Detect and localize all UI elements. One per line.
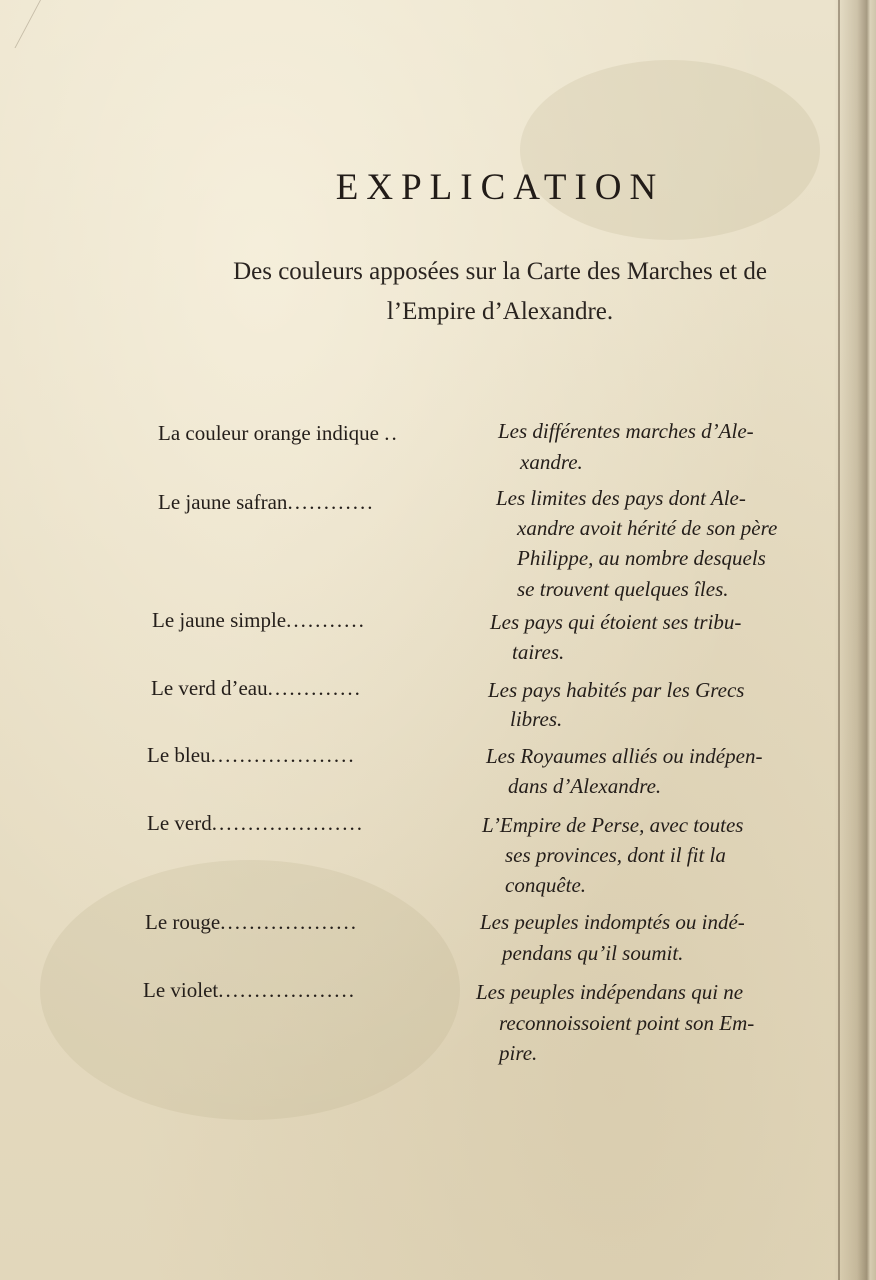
dot-leader: ............. bbox=[267, 676, 362, 700]
dot-leader: ................... bbox=[218, 978, 356, 1002]
term-label: Le verd d’eau bbox=[151, 676, 268, 700]
definition-line: Les pays habités par les Grecs bbox=[488, 678, 745, 702]
legend-term bbox=[158, 421, 399, 446]
definition-line: dans d’Alexandre. bbox=[508, 774, 662, 798]
term-label: Le bleu bbox=[147, 743, 211, 767]
term-label: Le jaune simple bbox=[152, 608, 287, 632]
term-label: Le violet bbox=[143, 978, 219, 1002]
legend-term bbox=[145, 910, 358, 935]
dot-leader: .. bbox=[384, 421, 399, 445]
page-title: EXPLICATION bbox=[335, 167, 665, 208]
legend-term bbox=[152, 608, 366, 633]
definition-line: ses provinces, dont il fit la bbox=[505, 843, 726, 867]
definition-line: xandre. bbox=[520, 450, 583, 474]
definition-line: Les différentes marches d’Ale- bbox=[498, 419, 754, 443]
definition-line: Les peuples indomptés ou indé- bbox=[480, 910, 745, 934]
dot-leader: ........... bbox=[286, 608, 366, 632]
subtitle-line-2: l’Empire d’Alexandre. bbox=[386, 298, 614, 325]
definition-line: reconnoissoient point son Em- bbox=[499, 1011, 755, 1035]
definition-line: xandre avoit hérité de son père bbox=[517, 516, 778, 540]
term-label: La couleur orange indique bbox=[158, 421, 379, 445]
definition-line: se trouvent quelques îles. bbox=[517, 577, 729, 601]
term-label: Le rouge bbox=[145, 910, 221, 934]
legend-term bbox=[147, 811, 364, 836]
definition-line: L’Empire de Perse, avec toutes bbox=[482, 813, 744, 837]
dot-leader: ................... bbox=[220, 910, 358, 934]
definition-line: pendans qu’il soumit. bbox=[502, 941, 684, 965]
dot-leader: .................... bbox=[210, 743, 356, 767]
definition-line: Les limites des pays dont Ale- bbox=[496, 486, 746, 510]
legend-term bbox=[158, 490, 374, 515]
definition-line: libres. bbox=[510, 707, 563, 731]
definition-line: Les Royaumes alliés ou indépen- bbox=[486, 744, 763, 768]
definition-line: pire. bbox=[499, 1041, 538, 1065]
definition-line: Philippe, au nombre desquels bbox=[517, 546, 766, 570]
definition-line: Les peuples indépendans qui ne bbox=[476, 980, 744, 1004]
legend-term bbox=[147, 743, 356, 768]
dot-leader: ..................... bbox=[211, 811, 364, 835]
subtitle-line-1: Des couleurs apposées sur la Carte des Marches et de bbox=[233, 258, 767, 285]
term-label: Le verd bbox=[147, 811, 212, 835]
definition-line: taires. bbox=[512, 640, 565, 664]
term-label: Le jaune safran bbox=[158, 490, 288, 514]
definition-line: Les pays qui étoient ses tribu- bbox=[490, 610, 742, 634]
legend-term bbox=[143, 978, 356, 1003]
definition-line: conquête. bbox=[505, 873, 587, 897]
legend-term bbox=[151, 676, 362, 701]
dot-leader: ............ bbox=[287, 490, 375, 514]
